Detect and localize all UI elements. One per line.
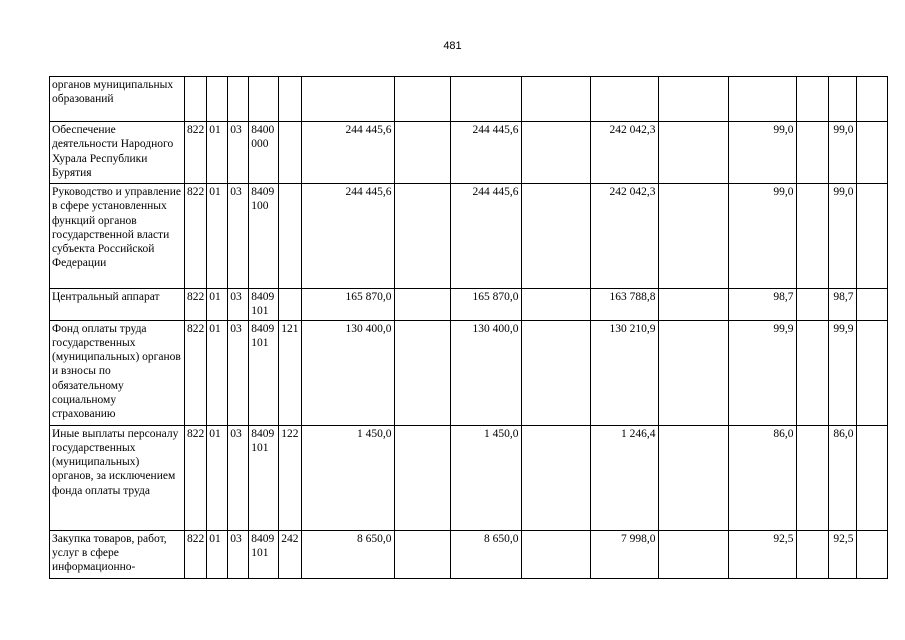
empty-cell [658, 184, 728, 289]
subsection-code: 03 [228, 122, 249, 184]
percent-execution-2: 92,5 [828, 530, 856, 578]
empty-cell [856, 184, 887, 289]
value-approved: 165 870,0 [301, 289, 394, 321]
section-code: 01 [207, 122, 228, 184]
percent-execution-1: 99,0 [728, 184, 796, 289]
target-article-code [249, 77, 279, 122]
ministry-code: 822 [185, 289, 207, 321]
percent-execution-2: 99,9 [828, 320, 856, 425]
section-code: 01 [207, 530, 228, 578]
empty-cell [394, 122, 450, 184]
percent-execution-2: 86,0 [828, 425, 856, 530]
percent-execution-2: 98,7 [828, 289, 856, 321]
value-approved: 244 445,6 [301, 122, 394, 184]
section-code: 01 [207, 184, 228, 289]
empty-cell [521, 425, 590, 530]
expense-type-code: 242 [279, 530, 301, 578]
value-executed: 242 042,3 [590, 122, 658, 184]
value-approved [301, 77, 394, 122]
section-code: 01 [207, 320, 228, 425]
expense-type-code: 122 [279, 425, 301, 530]
empty-cell [521, 122, 590, 184]
percent-execution-1 [728, 77, 796, 122]
row-name: Центральный аппарат [50, 289, 185, 321]
ministry-code: 822 [185, 184, 207, 289]
empty-cell [394, 320, 450, 425]
value-executed: 163 788,8 [590, 289, 658, 321]
empty-cell [394, 289, 450, 321]
row-name: Руководство и управление в сфере установленных функций органов государственной власти субъекта Российской Федерации [50, 184, 185, 289]
row-name: Обеспечение деятельности Народного Хурала Республики Бурятия [50, 122, 185, 184]
table-row [50, 425, 888, 530]
percent-execution-1: 92,5 [728, 530, 796, 578]
expense-type-code [279, 184, 301, 289]
expense-type-code [279, 77, 301, 122]
target-article-code: 8409 101 [249, 320, 279, 425]
empty-cell [658, 77, 728, 122]
value-executed [590, 77, 658, 122]
empty-cell [796, 122, 828, 184]
empty-cell [394, 77, 450, 122]
percent-execution-1: 98,7 [728, 289, 796, 321]
target-article-code: 8409 100 [249, 184, 279, 289]
percent-execution-2: 99,0 [828, 122, 856, 184]
row-name: Закупка товаров, работ, услуг в сфере информационно- [50, 530, 185, 578]
empty-cell [856, 122, 887, 184]
value-approved: 130 400,0 [301, 320, 394, 425]
empty-cell [394, 184, 450, 289]
value-refined: 130 400,0 [450, 320, 521, 425]
target-article-code: 8409 101 [249, 425, 279, 530]
empty-cell [394, 530, 450, 578]
table-row [50, 122, 888, 184]
row-name: органов муниципальных образований [50, 77, 185, 122]
empty-cell [796, 77, 828, 122]
ministry-code: 822 [185, 122, 207, 184]
value-refined: 1 450,0 [450, 425, 521, 530]
empty-cell [796, 289, 828, 321]
empty-cell [658, 122, 728, 184]
value-refined: 244 445,6 [450, 122, 521, 184]
empty-cell [658, 289, 728, 321]
empty-cell [521, 530, 590, 578]
empty-cell [856, 77, 887, 122]
table-row [50, 530, 888, 578]
value-executed: 242 042,3 [590, 184, 658, 289]
empty-cell [394, 425, 450, 530]
expense-type-code [279, 289, 301, 321]
subsection-code: 03 [228, 184, 249, 289]
expense-type-code: 121 [279, 320, 301, 425]
empty-cell [796, 425, 828, 530]
ministry-code: 822 [185, 530, 207, 578]
table-row [50, 77, 888, 122]
subsection-code: 03 [228, 530, 249, 578]
subsection-code: 03 [228, 425, 249, 530]
ministry-code: 822 [185, 425, 207, 530]
table-row [50, 184, 888, 289]
empty-cell [521, 184, 590, 289]
target-article-code: 8409 101 [249, 289, 279, 321]
empty-cell [658, 425, 728, 530]
table-row [50, 289, 888, 321]
value-executed: 1 246,4 [590, 425, 658, 530]
percent-execution-2: 99,0 [828, 184, 856, 289]
section-code [207, 77, 228, 122]
target-article-code: 8409 101 [249, 530, 279, 578]
percent-execution-1: 99,9 [728, 320, 796, 425]
empty-cell [658, 320, 728, 425]
row-name: Фонд оплаты труда государственных (муниципальных) органов и взносы по обязательному социальному страхованию [50, 320, 185, 425]
value-approved: 1 450,0 [301, 425, 394, 530]
percent-execution-1: 99,0 [728, 122, 796, 184]
expense-type-code [279, 122, 301, 184]
percent-execution-2 [828, 77, 856, 122]
row-name: Иные выплаты персоналу государственных (муниципальных) органов, за исключением фонда оплаты труда [50, 425, 185, 530]
empty-cell [521, 320, 590, 425]
empty-cell [796, 320, 828, 425]
value-refined: 165 870,0 [450, 289, 521, 321]
table-row [50, 320, 888, 425]
section-code: 01 [207, 289, 228, 321]
budget-execution-table [49, 76, 888, 579]
subsection-code: 03 [228, 320, 249, 425]
empty-cell [856, 530, 887, 578]
empty-cell [658, 530, 728, 578]
page-number: 481 [443, 40, 462, 52]
empty-cell [856, 320, 887, 425]
subsection-code [228, 77, 249, 122]
ministry-code: 822 [185, 320, 207, 425]
empty-cell [796, 530, 828, 578]
value-executed: 7 998,0 [590, 530, 658, 578]
value-approved: 8 650,0 [301, 530, 394, 578]
percent-execution-1: 86,0 [728, 425, 796, 530]
section-code: 01 [207, 425, 228, 530]
empty-cell [856, 289, 887, 321]
empty-cell [521, 289, 590, 321]
subsection-code: 03 [228, 289, 249, 321]
ministry-code [185, 77, 207, 122]
empty-cell [796, 184, 828, 289]
value-approved: 244 445,6 [301, 184, 394, 289]
value-refined: 8 650,0 [450, 530, 521, 578]
empty-cell [856, 425, 887, 530]
value-refined [450, 77, 521, 122]
value-refined: 244 445,6 [450, 184, 521, 289]
empty-cell [521, 77, 590, 122]
target-article-code: 8400 000 [249, 122, 279, 184]
value-executed: 130 210,9 [590, 320, 658, 425]
